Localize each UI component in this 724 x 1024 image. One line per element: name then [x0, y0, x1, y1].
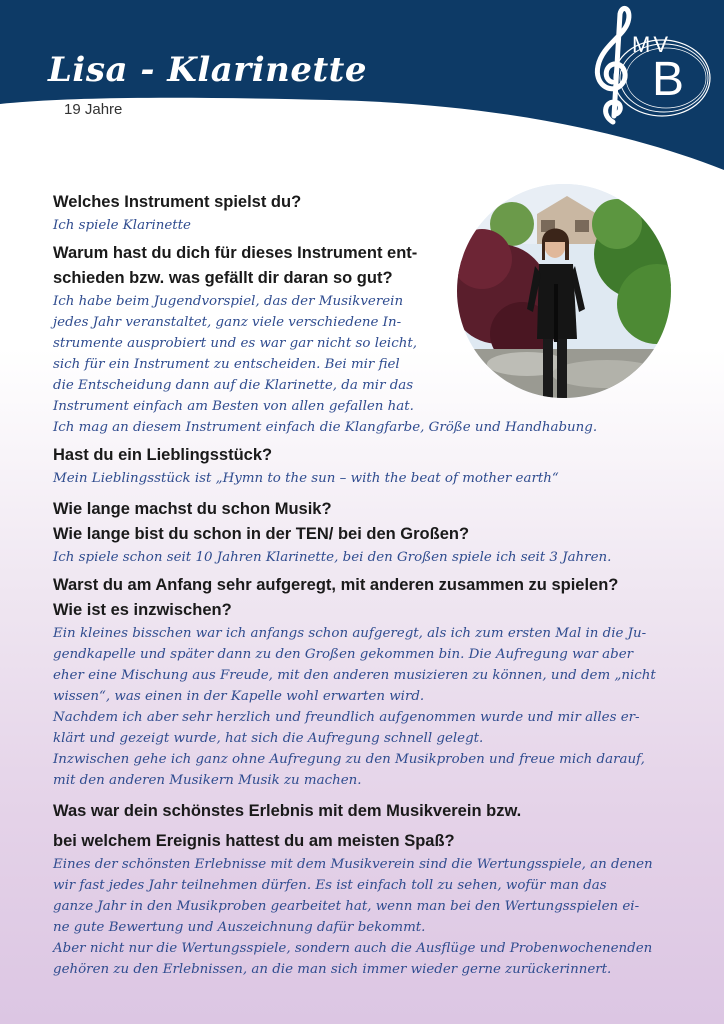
mvb-logo [580, 4, 714, 130]
answer-nervous-line: Ein kleines bisschen war ich anfangs schon aufgeregt, als ich zum ersten Mal in die Ju- [53, 626, 647, 641]
answer-nervous-line: wissen“, was einen in der Kapelle wohl erwarten wird. [53, 689, 425, 704]
question-how-long-line2: Wie lange bist du schon in der TEN/ bei den Großen? [53, 525, 470, 543]
answer-best-experience-line: ganze Jahr in den Musikproben gearbeitet hat, wenn man bei den Wertungsspielen ei- [53, 899, 640, 914]
question-how-long-line1: Wie lange machst du schon Musik? [53, 500, 332, 518]
question-nervous-line1: Warst du am Anfang sehr aufgeregt, mit anderen zusammen zu spielen? [53, 576, 619, 594]
answer-nervous-line: mit den anderen Musikern Musik zu machen. [53, 773, 362, 788]
question-instrument: Welches Instrument spielst du? [53, 193, 302, 211]
answer-favorite-piece: Mein Lieblingsstück ist „Hymn to the sun – with the beat of mother earth“ [53, 471, 559, 486]
interview-content [53, 190, 673, 980]
page-subtitle: 19 Jahre [64, 101, 123, 118]
page-title: Lisa - Klarinette [48, 50, 367, 90]
answer-why-line: sich für ein Instrument zu entscheiden. Bei mir fiel [53, 357, 400, 372]
answer-best-experience-line: ne gute Bewertung und Auszeichnung dafür bekommt. [53, 920, 426, 935]
answer-nervous-line: Nachdem ich aber sehr herzlich und freundlich aufgenommen wurde und mir alles er- [53, 710, 640, 725]
answer-how-long: Ich spiele schon seit 10 Jahren Klarinette, bei den Großen spiele ich seit 3 Jahren. [53, 550, 612, 565]
header-banner [0, 0, 724, 180]
answer-why-line: Instrument einfach am Besten von allen gefallen hat. [53, 399, 414, 414]
answer-why-line: strumente ausprobiert und es war gar nicht so leicht, [53, 336, 417, 351]
answer-why-line: die Entscheidung dann auf die Klarinette, da mir das [53, 378, 414, 393]
answer-why-line: Ich habe beim Jugendvorspiel, das der Musikverein [53, 294, 404, 309]
question-best-experience-line2: bei welchem Ereignis hattest du am meisten Spaß? [53, 832, 455, 850]
answer-best-experience-line: wir fast jedes Jahr teilnehmen dürfen. Es ist einfach toll zu sehen, wofür man das [53, 878, 607, 893]
answer-nervous-line: Inzwischen gehe ich ganz ohne Aufregung zu den Musikproben und freue mich darauf, [53, 752, 645, 767]
answer-nervous-line: eher eine Mischung aus Freude, mit den anderen musizieren zu können, und dem „nicht [53, 668, 656, 683]
answer-nervous-line: klärt und gezeigt wurde, hat sich die Aufregung schnell gelegt. [53, 731, 484, 746]
answer-best-experience-line: Aber nicht nur die Wertungsspiele, sondern auch die Ausflüge und Probenwochenenden [53, 941, 653, 956]
answer-instrument: Ich spiele Klarinette [53, 218, 191, 233]
answer-why-line: jedes Jahr veranstaltet, ganz viele verschiedene In- [53, 315, 402, 330]
answer-nervous-line: gendkapelle und später dann zu den Großen gekommen bin. Die Aufregung war aber [53, 647, 634, 662]
logo-text: MV [632, 32, 671, 57]
question-favorite-piece: Hast du ein Lieblingsstück? [53, 446, 273, 464]
answer-best-experience-line: Eines der schönsten Erlebnisse mit dem Musikverein sind die Wertungsspiele, an denen [53, 857, 653, 872]
answer-best-experience-line: gehören zu den Erlebnissen, an die man sich immer wieder gerne zurückerinnert. [53, 962, 612, 977]
question-nervous-line2: Wie ist es inzwischen? [53, 601, 232, 619]
question-best-experience-line1: Was war dein schönstes Erlebnis mit dem Musikverein bzw. [53, 802, 522, 820]
answer-why-line: Ich mag an diesem Instrument einfach die Klangfarbe, Größe und Handhabung. [53, 420, 598, 435]
logo-letter-b: B [652, 53, 685, 106]
question-why-instrument-line2: schieden bzw. was gefällt dir daran so gut? [53, 269, 393, 287]
treble-clef-icon [580, 4, 714, 130]
question-why-instrument-line1: Warum hast du dich für dieses Instrument ent- [53, 244, 418, 262]
